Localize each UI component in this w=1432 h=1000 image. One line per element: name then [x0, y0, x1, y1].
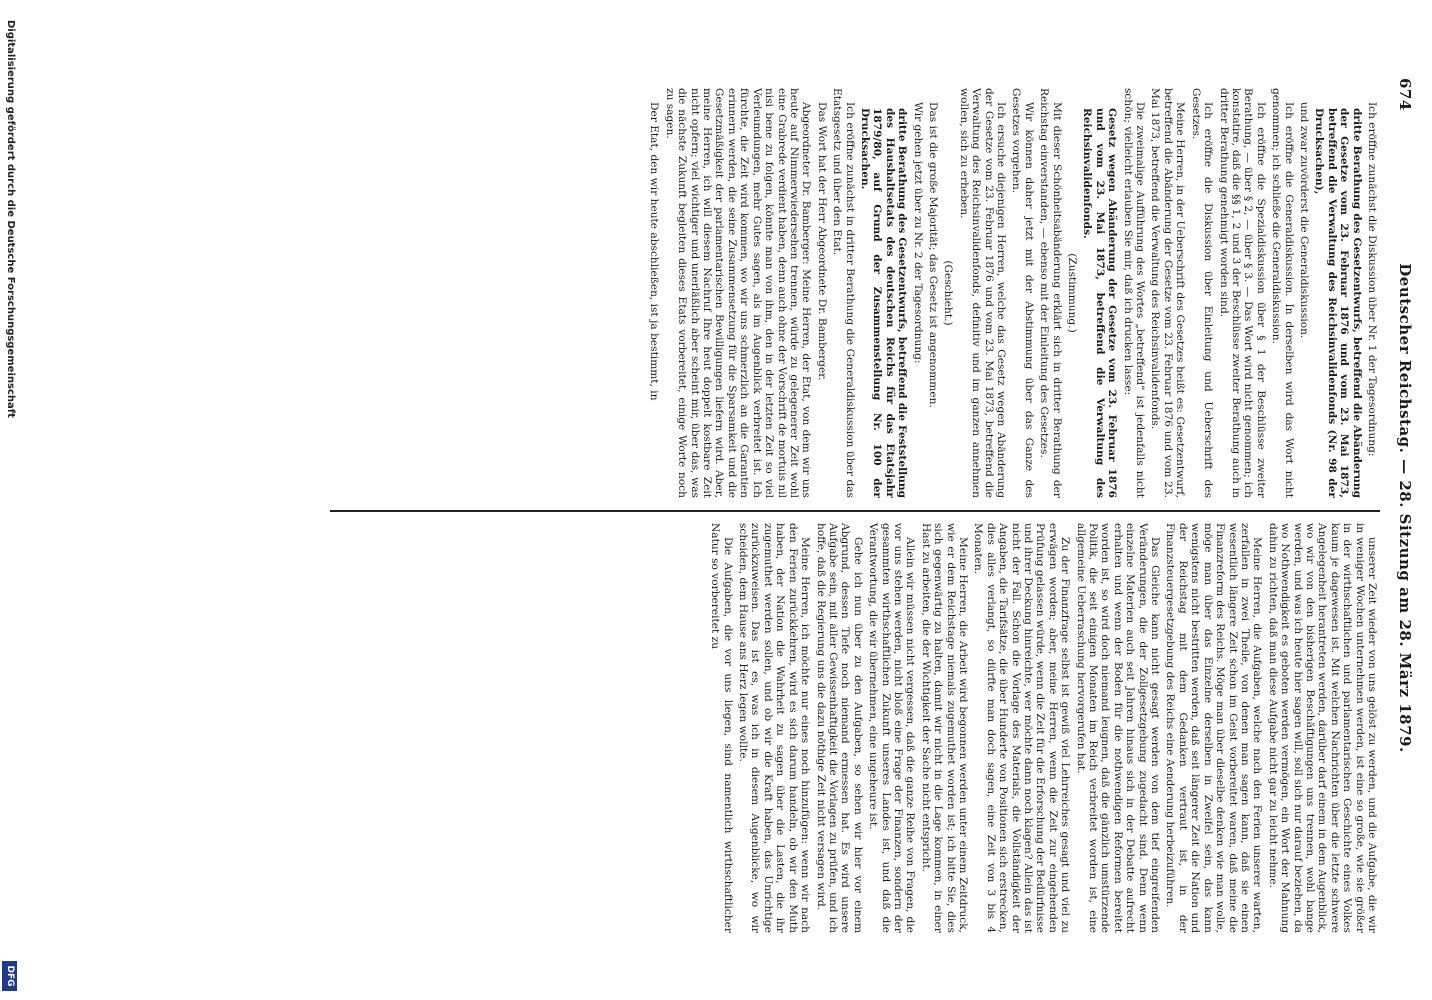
paragraph: Wir können daher jetzt mit der Abstimmung über das Ganze des Gesetzes vorgehen. [1010, 88, 1035, 498]
paragraph: Die Aufgaben, die vor uns liegen, sind namentlich wirthschaftlicher Natur so vorbereitet zu [709, 523, 734, 933]
paragraph: Ich eröffne zunächst die Diskussion über Nr. 1 der Tagesordnung: [1366, 102, 1378, 457]
paragraph: Ich eröffne die Generaldiskussion. In derselben wird das Wort nicht genommen; ich schließe die Generaldiskussion. [1270, 88, 1295, 498]
paragraph: Der Etat, den wir heute abschließen, ist ja bestimmt, in [648, 102, 661, 401]
digitization-credit: Digitalisierung gefördert durch die Deutsche Forschungsgemeinschaft [5, 20, 16, 418]
speech-paragraph: Abgeordneter Dr. Bamberger: Meine Herren, der Etat, von dem wir uns heute auf Nimmerwiedersehen trennen, würde zu gelegenerer Zeit wohl eine Grabrede verdient haben, denn auch ohne der Vorschrift de mortuis nil nisi bene zu folgen, könnte man von ihm, den in der letzten Zeit so viel Verleumdungen, mehr Gutes sagen, als im Augenblick verbreitet ist. Ich fürchte, die Zeit wird kommen, wo wir uns schmerzlich an die Garantien erinnern werden, die seine Zusammensetzung für die Sparsamkeit und die Gesetzmäßigkeit der parlamentarischen Bewilligungen liefern wird. Aber, meine Herren, ich will diesem Nachruf Ihre heut doppelt kostbare Zeit nicht opfern; viel wichtiger und unerläßlich aber scheint mir, über das, was die nächste Zukunft begleiten dieses Etats vorbereitet, einige Worte noch zu sagen. [663, 88, 813, 498]
paragraph: Ich eröffne zunächst in dritter Berathung die Generaldiskussion über das Etatsgesetz und über den Etat. [831, 88, 856, 498]
left-text-column [328, 88, 1378, 498]
paragraph: Ich ersuche diejenigen Herren, welche das Gesetz wegen Abänderung der Gesetze vom 23. Februar 1876 und vom 23. Mai 1873, betreffend die Verwaltung des Reichsinvalidenfonds, definitiv und im ganzen annehmen wollen, sich zu erheben. [957, 88, 1008, 498]
paragraph: Das Gleiche kann nicht gesagt werden von dem tief eingreifenden Veränderungen, die der Zollgesetzgebung zugedacht sind. Denn wenn einzelne Materien auch seit Jahren hinaus sich in der Debatte aufrecht erhalten und wenn der Boden für die nothwendigen Reformen bereitet worden ist, so wird doch niemand leugnen, daß die gänzlich umstürzende Politik, die seit einigen Monaten im Reich verbreitet worden ist, eine allgemeine Ueberraschung hervorgerufen hat. [1074, 523, 1162, 933]
page-number: 674 [1396, 78, 1414, 111]
paragraph: Ich eröffne die Spezialdiskussion über § 1 der Beschlüsse zweiter Berathung, — über § 2, — über § 3. — Das Wort wird nicht genommen; ich konstatire, daß die §§ 1, 2 und 3 der Beschlüsse zweiter Berathung auch in dritter Berathung genehmigt worden sind. [1217, 88, 1267, 498]
paragraph: Wir gehen jetzt über zu Nr. 2 der Tagesordnung: [911, 102, 924, 364]
paragraph: Das Wort hat der Herr Abgeordnete Dr. Bamberger. [815, 102, 828, 381]
stage-direction: (Zustimmung.) [1066, 253, 1079, 333]
paragraph: Ich eröffne die Diskussion über Einleitung und Ueberschrift des Gesetzes. [1189, 88, 1215, 498]
digitization-credit-strip [0, 10, 18, 990]
stage-direction: (Geschieht.) [942, 260, 955, 326]
running-head [1390, 78, 1416, 938]
agenda-item-bold: dritte Berathung des Gesetzentwurfs, betreffend die Abänderung der Gesetze vom 23. Februar 1876 und vom 23. Mai 1873, betreffend die Verwaltung des Reichsinvalidenfonds (Nr. 98 der Drucksachen), [1313, 108, 1363, 498]
paragraph: Mit dieser Schönheitsabänderung erklärt sich in dritter Berathung der Reichstag einverstanden, — ebenso mit der Einleitung des Gesetzes. [1038, 88, 1063, 498]
quoted-title: Gesetz wegen Abänderung der Gesetze vom 23. Februar 1876 und vom 23. Mai 1873, betreffend die Verwaltung des Reichsinvalidenfonds. [1081, 108, 1119, 498]
paragraph: Zu der Finanzfrage selbst ist gewiß viel Lehrreiches gesagt und viel zu erwägen worden; aber, meine Herren, wenn die Zeit zur eingehenden Prüfung gelassen würde, wenn die Zeit für die Erforschung der Bedürfnisse und ihrer Deckung hinreichte, wer möchte dann noch klagen? Allein das ist nicht der Fall. Schon die Vorlage des Materials, die Vollständigkeit der Angaben, die Tarifsätze, die über Hunderte von Positionen sich erstrecken, dies alles verlangt, so dürfte man doch sagen, eine Zeit von 3 bis 4 Monaten. [972, 523, 1072, 933]
paragraph: Die zweimalige Aufführung des Wortes „betreffend“ ist jedenfalls nicht schön; vielleicht erlauben Sie mir, daß ich drucken lasse: [1121, 88, 1147, 498]
right-text-column [328, 523, 1378, 933]
paragraph: und zwar zuvörderst die Generaldiskussion. [1297, 102, 1310, 339]
paragraph: Das ist die große Majorität; das Gesetz ist angenommen. [927, 102, 939, 408]
dfg-logo: DFG [2, 961, 17, 991]
paragraph: Meine Herren, die Arbeit wird begonnen werden unter einem Zeitdruck, wie er dem Reichstage niemals zugemuthet worden ist; ich bitte Sie, dies sich gegenwärtig zu halten, damit wir nicht in die Lage kommen, in einer Hast zu arbeiten, die der Wichtigkeit der Sache nicht entspricht. [919, 523, 969, 933]
agenda-item-bold: dritte Berathung des Gesetzentwurfs, betreffend die Feststellung des Haushaltsetats des deutschen Reichs für das Etatsjahr 1879/80, auf Grund der Zusammenstellung Nr. 100 der Drucksachen. [858, 108, 909, 498]
paragraph: unserer Zeit wieder von uns gelöst zu werden, und die Aufgabe, die wir in weniger Wochen unternehmen werden, ist eine so große, wie sie größer in der wirthschaftlichen und parlamentarischen Geschichte eines Volkes kaum je dagewesen ist. Mit welchen Nachrichten über die letzte schwere Angelegenheit herantreten werden, darüber darf einem in dem Augenblick, wo wir von den bisherigen Beschäftigungen uns trennen, wohl bange werden, und was ich heute hier sagen will, soll sich nur darauf beziehen, da wo Nothwendigkeit es geboten werden vermögen, ein Wort der Mahnung dahin zu richten, daß man diese Aufgabe nicht gar zu leicht nehme. [1266, 523, 1378, 933]
paragraph: Meine Herren, in der Ueberschrift des Gesetzes heißt es: Gesetzentwurf, betreffend die Abänderung der Gesetze vom 23. Februar 1876 und vom 23. Mai 1873, betreffend die Verwaltung des Reichsinvalidenfonds. [1149, 88, 1187, 498]
paragraph: Meine Herren, ich möchte nur eines noch hinzufügen: wenn wir nach den Ferien zurückkehren, wird es sich darum handeln, ob wir den Muth haben, der Nation die Wahrheit zu sagen über die Lasten, die ihr zugemuthet werden sollen, und ob wir die Kraft haben, das Unrichtige zurückzuweisen. Das ist es, was ich in diesem Augenblicke, wo wir scheiden, dem Hause ans Herz legen wollte. [737, 523, 812, 933]
paragraph: Gehe ich nun über zu den Aufgaben, so sehen wir hier vor einem Abgrund, dessen Tiefe noch niemand ermessen hat. Es wird unsere Aufgabe sein, mit aller Gewissenhaftigkeit die Vorlagen zu prüfen, und ich hoffe, daß die Regierung uns die dazu nöthige Zeit nicht versagen wird. [814, 523, 864, 933]
paragraph: Meine Herren, die Aufgaben, welche nach den Ferien unserer warten, zerfallen in zwei Theile, von denen man sagen kann, daß sie einen wesentlich längere Zeit schon im Geist vorbereitet waren, daß meine die Finanzreform des Reichs. Möge man über dieselbe denken wie man wolle, möge man über das Einzelne derselben in Zweifel sein, das kann wenigstens nicht bestritten werden, daß seit längerer Zeit die Nation und der Reichstag mit dem Gedanken vertraut ist, in der Finanzsteuergesetzgebung des Reichs eine Aenderung herbeizuführen. [1164, 523, 1264, 933]
column-divider [330, 510, 1380, 512]
running-title: Deutscher Reichstag. — 28. Sitzung am 28. März 1879. [1396, 263, 1414, 753]
paragraph: Allein wir müssen nicht vergessen, daß die ganze Reihe von Fragen, die vor uns stehen werden, nicht bloß eine Frage der Finanzen, sondern der gesammten wirthschaftlichen Zukunft unseres Landes ist, und daß die Verantwortung, die wir übernehmen, eine ungeheure ist. [867, 523, 917, 933]
